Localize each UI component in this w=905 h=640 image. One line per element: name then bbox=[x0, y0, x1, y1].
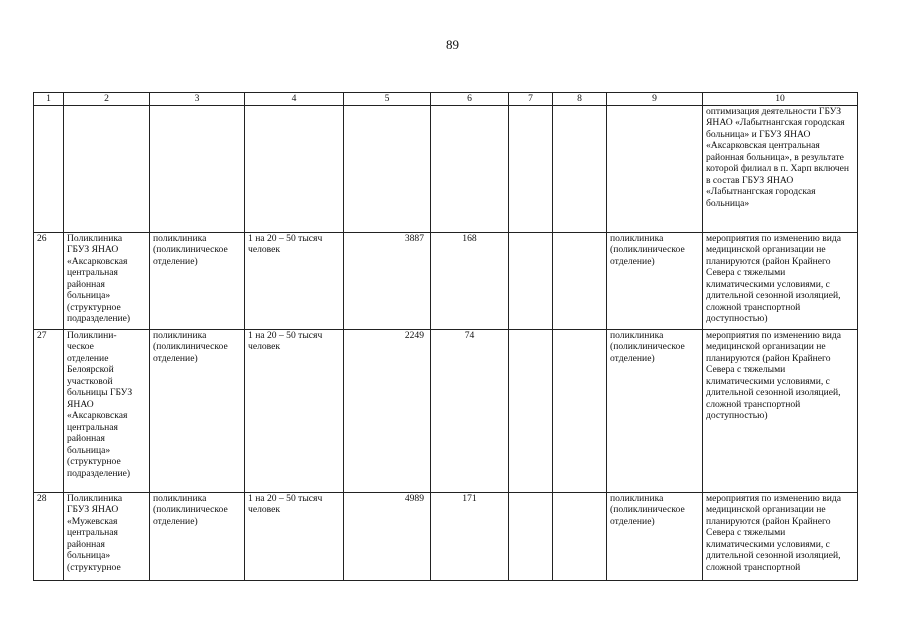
column-header-7: 7 bbox=[509, 93, 553, 106]
column-header-10: 10 bbox=[703, 93, 858, 106]
page-number: 89 bbox=[446, 37, 459, 52]
data-table bbox=[33, 92, 858, 581]
cell-note: мероприятия по изменению вида медицинской организации не планируются (район Крайнего Севера с тяжелыми климатическими условиями, с длительной сезонной изоляцией, сложной транспортной доступностью) bbox=[703, 329, 858, 492]
cell-empty bbox=[64, 105, 150, 232]
cell-col6: 74 bbox=[431, 329, 509, 492]
row-number: 28 bbox=[34, 492, 64, 580]
column-header-8: 8 bbox=[553, 93, 607, 106]
table-row-continuation bbox=[34, 105, 858, 232]
cell-col5: 4989 bbox=[344, 492, 431, 580]
cell-col6: 168 bbox=[431, 232, 509, 329]
column-header-3: 3 bbox=[150, 93, 245, 106]
column-header-6: 6 bbox=[431, 93, 509, 106]
cell-col9: поликлиника (поликлиническое отделение) bbox=[607, 232, 703, 329]
cell-facility-name: Поликлини- ческое отделение Белоярской участковой больницы ГБУЗ ЯНАО «Аксарковская центральная районная больница» (структурное подразделение) bbox=[64, 329, 150, 492]
row-number: 27 bbox=[34, 329, 64, 492]
cell-norm: 1 на 20 – 50 тысяч человек bbox=[245, 492, 344, 580]
cell-col8 bbox=[553, 492, 607, 580]
column-header-row bbox=[34, 93, 858, 106]
cell-facility-type: поликлиника (поликлиническое отделение) bbox=[150, 492, 245, 580]
cell-col7 bbox=[509, 232, 553, 329]
column-header-9: 9 bbox=[607, 93, 703, 106]
cell-note: мероприятия по изменению вида медицинской организации не планируются (район Крайнего Севера с тяжелыми климатическими условиями, с длительной сезонной изоляцией, сложной транспортной bbox=[703, 492, 858, 580]
cell-norm: 1 на 20 – 50 тысяч человек bbox=[245, 232, 344, 329]
table-row bbox=[34, 232, 858, 329]
cell-col7 bbox=[509, 492, 553, 580]
column-header-5: 5 bbox=[344, 93, 431, 106]
cell-col8 bbox=[553, 329, 607, 492]
cell-note: оптимизация деятельности ГБУЗ ЯНАО «Лабытнангская городская больница» и ГБУЗ ЯНАО «Аксарковская центральная районная больница», в результате которой филиал в п. Харп включен в состав ГБУЗ ЯНАО «Лабытнангская городская больница» bbox=[703, 105, 858, 232]
column-header-4: 4 bbox=[245, 93, 344, 106]
cell-empty bbox=[150, 105, 245, 232]
cell-facility-type: поликлиника (поликлиническое отделение) bbox=[150, 329, 245, 492]
table-row bbox=[34, 492, 858, 580]
cell-col7 bbox=[509, 329, 553, 492]
cell-col6: 171 bbox=[431, 492, 509, 580]
cell-facility-name: Поликлиника ГБУЗ ЯНАО «Аксарковская центральная районная больница» (структурное подразделение) bbox=[64, 232, 150, 329]
cell-empty bbox=[509, 105, 553, 232]
cell-empty bbox=[34, 105, 64, 232]
cell-col9: поликлиника (поликлиническое отделение) bbox=[607, 329, 703, 492]
cell-col5: 2249 bbox=[344, 329, 431, 492]
cell-empty bbox=[344, 105, 431, 232]
column-header-1: 1 bbox=[34, 93, 64, 106]
cell-facility-name: Поликлиника ГБУЗ ЯНАО «Мужевская центральная районная больница» (структурное bbox=[64, 492, 150, 580]
cell-norm: 1 на 20 – 50 тысяч человек bbox=[245, 329, 344, 492]
cell-empty bbox=[431, 105, 509, 232]
cell-empty bbox=[553, 105, 607, 232]
column-header-2: 2 bbox=[64, 93, 150, 106]
cell-facility-type: поликлиника (поликлиническое отделение) bbox=[150, 232, 245, 329]
row-number: 26 bbox=[34, 232, 64, 329]
cell-col9: поликлиника (поликлиническое отделение) bbox=[607, 492, 703, 580]
cell-col8 bbox=[553, 232, 607, 329]
cell-empty bbox=[245, 105, 344, 232]
cell-note: мероприятия по изменению вида медицинской организации не планируются (район Крайнего Севера с тяжелыми климатическими условиями, с длительной сезонной изоляцией, сложной транспортной доступностью) bbox=[703, 232, 858, 329]
table-row bbox=[34, 329, 858, 492]
cell-col5: 3887 bbox=[344, 232, 431, 329]
cell-empty bbox=[607, 105, 703, 232]
